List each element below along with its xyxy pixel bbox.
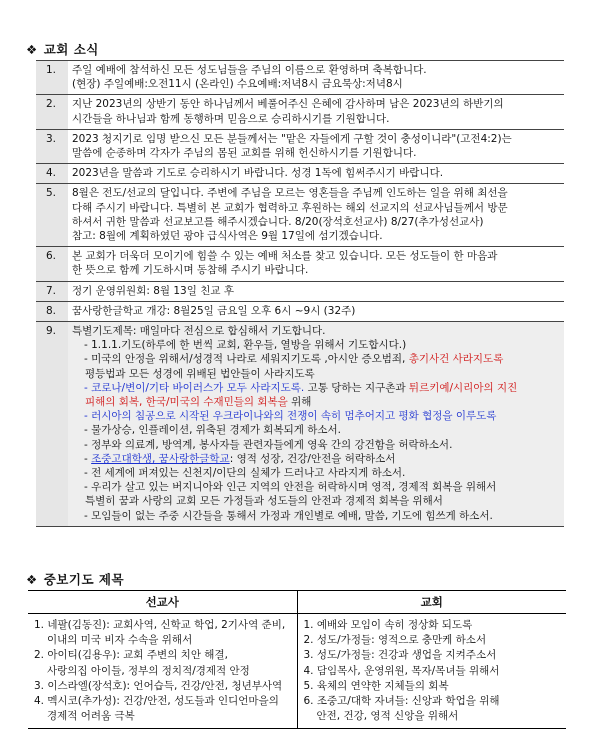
news-item (36, 184, 564, 247)
news-item (36, 164, 564, 184)
news-item-number: 6. (36, 247, 68, 281)
news-item-text (68, 301, 564, 321)
special-prayer-list (68, 322, 564, 527)
text: - 우리가 살고 있는 버지니아와 인근 지역의 안전을 허락하시며 영적, 경제적 회복을 위해서 (84, 481, 497, 494)
text: 특별히 꿈과 사랑의 교회 모든 가정들과 성도들의 안전과 경제적 회복을 위해서 (85, 495, 443, 508)
news-line-text: 지난 2023년의 상반기 동안 하나님께서 베풀어주신 은혜에 감사하며 남은 2023년의 하반기의 (72, 98, 504, 111)
news-item-text (68, 247, 564, 281)
news-table (36, 60, 564, 527)
news-item (36, 301, 564, 321)
news-item (36, 247, 564, 281)
news-line (72, 63, 560, 77)
prayer-item-text: 3. 이스라엘(장석호): 언어습득, 건강/안전, 청년부사역 (34, 679, 283, 692)
prayer-point (72, 352, 560, 366)
news-line-text: 참고: 8월에 계획하였던 광야 급식사역은 9월 17일에 섬기겠습니다. (72, 230, 383, 243)
news-item-number: 1. (36, 61, 68, 95)
prayer-item (34, 664, 291, 679)
news-line (72, 201, 560, 215)
highlight-red: 총기사건 사라지도록 (408, 353, 504, 366)
highlight-blue: 조중고대학생, 꿈사랑한글학교 (91, 452, 230, 465)
news-line-text: 본 교회가 더욱더 모이기에 힘쓸 수 있는 예배 처소를 찾고 있습니다. 모든 성도들이 한 마음과 (72, 250, 498, 263)
news-line-text: 하셔서 귀한 말씀과 선교보고를 해주시겠습니다. 8/20(장석호선교사) 8/27(추가성선교사) (72, 215, 484, 228)
prayer-item (304, 694, 561, 709)
news-line-text: 다해 주시기 바랍니다. 특별히 본 교회가 협력하고 후원하는 해외 선교지의 선교사님들께서 방문 (72, 201, 508, 214)
missionary-prayer-list (28, 614, 297, 729)
prayer-item-text: 1. 네팔(김동진): 교회사역, 신학교 학업, 2기사역 준비, (34, 619, 286, 631)
news-item-number: 4. (36, 164, 68, 184)
prayer-item (34, 648, 291, 663)
news-line-text: (현장) 주일예배:오전11시 (온라인) 수요예배:저녁8시 금요묵상:저녁8시 (72, 78, 403, 91)
news-line-text: 정기 운영위원회: 8월 13일 친교 후 (72, 284, 234, 297)
news-line-text: 꿈사랑한글학교 개강: 8월25일 금요일 오후 6시 ~9시 (32주) (72, 304, 356, 317)
prayer-item-text: 사랑의집 아이들, 정부의 정치적/경제적 안정 (47, 664, 250, 677)
news-line (72, 77, 560, 91)
church-prayer-list (297, 614, 566, 729)
prayer-item-text: 이내의 미국 비자 수속을 위해서 (47, 634, 193, 647)
news-item-text (68, 61, 564, 95)
prayer-point (72, 480, 560, 494)
prayer-point (72, 466, 560, 480)
prayer-item-text: 2. 성도/가정들: 영적으로 충만케 하소서 (303, 634, 487, 647)
prayer-point (72, 438, 560, 452)
prayer-item (34, 709, 291, 724)
news-line (72, 284, 560, 298)
prayer-item-text: 경제적 어려움 극복 (47, 710, 135, 723)
news-line-text: 2023년을 말씀과 기도로 승리하시기 바랍니다. 성경 1독에 힘써주시기 바랍니다. (72, 167, 444, 180)
news-item (36, 281, 564, 301)
prayer-table (28, 590, 566, 729)
special-prayer-intro: 특별기도제목: 매일마다 전심으로 합심해서 기도합니다. (72, 325, 326, 338)
news-item-number: 2. (36, 95, 68, 129)
prayer-point (72, 423, 560, 437)
news-line (72, 97, 560, 111)
highlight-blue: - 코로나/변이/기타 바이러스가 모두 사라지도록. (84, 381, 305, 394)
news-item (36, 129, 564, 163)
news-item-text (68, 95, 564, 129)
prayer-item (304, 633, 561, 648)
news-line (72, 304, 560, 318)
news-line-text: 8월은 전도/선교의 달입니다. 주변에 주님을 모르는 영혼들을 주님께 인도하는 일을 위해 최선을 (72, 187, 508, 200)
news-item-text (68, 129, 564, 163)
text: - 정부와 의료계, 방역계, 봉사자들 관련자들에게 영육 간의 강건함을 허락하소서. (84, 438, 453, 451)
diamond-bullet-icon: ❖ (26, 42, 38, 57)
news-line-text: 말씀에 순종하며 각자가 주님의 몸된 교회를 위해 헌신하시기를 기원합니다. (72, 147, 417, 160)
column-header-church: 교회 (297, 591, 566, 614)
news-line-text: 시간들을 하나님과 함께 동행하며 믿음으로 승리하시기를 기원합니다. (72, 112, 390, 125)
news-item-text (68, 164, 564, 184)
news-item-text (68, 184, 564, 247)
news-line (72, 215, 560, 229)
prayer-point (72, 338, 560, 352)
news-line (72, 146, 560, 160)
highlight-red: 튀르키예/시리아의 지진 (408, 381, 518, 394)
news-line (72, 263, 560, 277)
news-line (72, 132, 560, 146)
news-line-text: 주일 예배에 참석하신 모든 성도님들을 주님의 이름으로 환영하며 축복합니다. (72, 64, 427, 76)
prayer-point-cont (72, 367, 560, 381)
prayer-item (34, 694, 291, 709)
prayer-item (304, 679, 561, 694)
prayer-section-title: ❖ 중보기도 제목 (26, 572, 125, 587)
news-line (72, 112, 560, 126)
news-line (72, 166, 560, 180)
prayer-item (304, 709, 561, 724)
prayer-item-text: 2. 아이티(김용우): 교회 주변의 치안 해결, (34, 649, 228, 662)
news-line (72, 249, 560, 263)
news-line (72, 229, 560, 243)
news-item-number: 7. (36, 281, 68, 301)
diamond-bullet-icon: ❖ (26, 572, 38, 587)
news-item (36, 61, 564, 95)
text: 위해 (287, 396, 312, 409)
news-item (36, 322, 564, 527)
text: 고통 당하는 지구촌과 (304, 381, 409, 394)
news-section-title: ❖ 교회 소식 (26, 42, 99, 57)
highlight-blue: - 러시아의 침공으로 시작된 우크라이나와의 전쟁이 속히 멈추어지고 평화 협정을 이루도록 (84, 410, 497, 423)
text: - 물가상승, 인플레이션, 위축된 경제가 회복되게 하소서. (84, 424, 341, 437)
prayer-point (72, 452, 560, 466)
prayer-point-cont (72, 395, 560, 409)
text: - 1.1.1.기도(하루에 한 번씩 교회, 환우들, 열방을 위해서 기도합시다.) (84, 339, 407, 352)
news-item-text (68, 281, 564, 301)
text: - 모임들이 없는 주중 시간들을 통해서 가정과 개인별로 예배, 말씀, 기도에 힘쓰게 하소서. (84, 509, 493, 522)
prayer-item-text: 1. 예배와 모임이 속히 정상화 되도록 (303, 619, 473, 631)
prayer-point-cont (72, 494, 560, 508)
highlight-red: 피해의 회복, 한국/미국의 수재민들의 회복을 (85, 396, 288, 409)
prayer-item (304, 664, 561, 679)
news-line-text: 한 뜻으로 함께 기도하시며 동참해 주시기 바랍니다. (72, 264, 309, 277)
news-item-number: 9. (36, 322, 68, 527)
news-line (72, 324, 560, 338)
prayer-item-text: 3. 성도/가정들: 건강과 생업을 지켜주소서 (303, 649, 497, 662)
prayer-item-text: 5. 육체의 연약한 지체들의 회복 (303, 679, 449, 692)
prayer-item (34, 618, 291, 633)
prayer-item-text: 4. 담임목사, 운영위원, 목자/목녀들 위해서 (303, 664, 500, 677)
news-item (36, 95, 564, 129)
text: - 미국의 안정을 위해서/성경적 나라로 세워지기도록 ,아시안 증오범죄, (84, 353, 409, 366)
prayer-point (72, 409, 560, 423)
news-item-number: 3. (36, 129, 68, 163)
prayer-item (34, 633, 291, 648)
prayer-item-text: 6. 조중고/대학 자녀들: 신앙과 학업을 위해 (303, 695, 500, 708)
news-line-text: 2023 청지기로 임명 받으신 모든 분들께서는 "맡은 자들에게 구할 것이 충성이니라"(고전4:2)는 (72, 132, 512, 145)
column-header-missionary: 선교사 (28, 591, 297, 614)
news-item-number: 8. (36, 301, 68, 321)
prayer-item (304, 618, 561, 633)
prayer-item (304, 648, 561, 663)
text: 평등법과 모든 성경에 위배된 법안들이 사라지도록 (85, 367, 315, 380)
news-item-number: 5. (36, 184, 68, 247)
prayer-point (72, 381, 560, 395)
prayer-item-text: 안전, 건강, 영적 신앙을 위해서 (316, 710, 459, 723)
prayer-point (72, 509, 560, 523)
text: : 영적 성장, 건강/안전을 허락하소서 (229, 452, 396, 465)
text: - (84, 452, 92, 465)
news-line (72, 186, 560, 200)
prayer-item (34, 679, 291, 694)
text: - 전 세계에 퍼져있는 신천지/이단의 실체가 드러나고 사라지게 하소서. (84, 467, 406, 480)
prayer-item-text: 4. 멕시코(추가성): 건강/안전, 성도들과 인디언마을의 (34, 695, 279, 708)
